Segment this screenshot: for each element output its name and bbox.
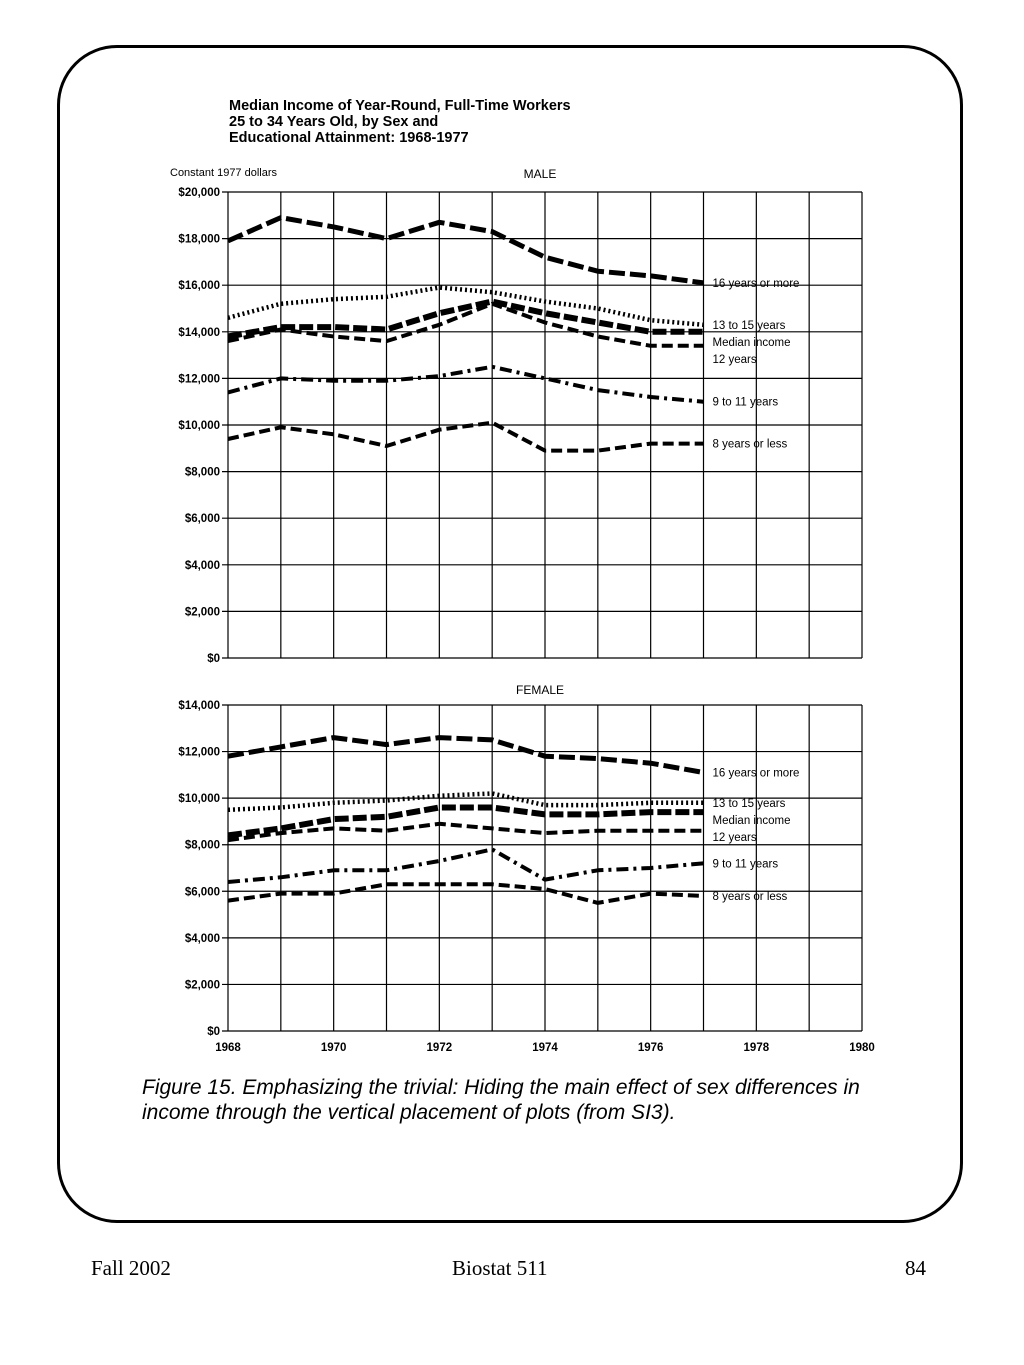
- y-tick-label: $4,000: [184, 559, 220, 572]
- panel-label: MALE: [523, 167, 557, 181]
- x-tick-label: 1978: [743, 1042, 770, 1054]
- series-label: 9 to 11 years: [712, 396, 779, 409]
- x-tick-label: 1976: [637, 1042, 664, 1054]
- chart-title-line: Median Income of Year-Round, Full-Time Workers: [229, 98, 571, 114]
- series-label: Median income: [712, 814, 791, 827]
- figure-caption: Figure 15. Emphasizing the trivial: Hiding the main effect of sex differences in income through the vertical placement of plots (from SI3).: [142, 1076, 860, 1124]
- series-label: 12 years: [712, 831, 757, 844]
- y-tick-label: $8,000: [184, 839, 220, 852]
- chart-title-line: 25 to 34 Years Old, by Sex and: [229, 114, 439, 130]
- series-label: 8 years or less: [712, 438, 788, 451]
- y-tick-label: $4,000: [184, 932, 220, 945]
- x-tick-label: 1980: [849, 1042, 875, 1054]
- footer-course: Biostat 511: [452, 1256, 548, 1280]
- footer-semester: Fall 2002: [91, 1256, 171, 1280]
- x-tick-label: 1968: [215, 1042, 241, 1054]
- y-tick-label: $2,000: [184, 606, 220, 619]
- series-label: Median income: [712, 336, 791, 349]
- y-tick-label: $12,000: [178, 746, 220, 759]
- y-tick-label: $20,000: [178, 187, 220, 199]
- x-tick-label: 1970: [320, 1042, 347, 1054]
- series-label: 16 years or more: [712, 767, 800, 780]
- series-line: [228, 218, 704, 283]
- y-tick-label: $8,000: [184, 466, 220, 479]
- x-tick-label: 1972: [426, 1042, 453, 1054]
- y-tick-label: $18,000: [178, 233, 220, 246]
- x-tick-label: 1974: [532, 1042, 558, 1054]
- y-tick-label: $14,000: [178, 700, 220, 712]
- y-tick-label: $10,000: [178, 793, 220, 806]
- series-line: [228, 849, 704, 882]
- series-label: 13 to 15 years: [712, 319, 786, 332]
- y-tick-label: $16,000: [178, 280, 220, 293]
- y-tick-label: $0: [207, 1026, 220, 1038]
- series-label: 8 years or less: [712, 890, 788, 903]
- series-label: 16 years or more: [712, 277, 800, 290]
- footer-page-number: 84: [905, 1256, 926, 1280]
- y-axis-label: Constant 1977 dollars: [170, 167, 278, 179]
- series-line: [228, 738, 704, 773]
- y-tick-label: $10,000: [178, 420, 220, 432]
- series-label: 13 to 15 years: [712, 797, 786, 810]
- series-line: [228, 824, 704, 840]
- y-tick-label: $14,000: [178, 326, 220, 339]
- y-tick-label: $6,000: [184, 513, 220, 526]
- y-tick-label: $6,000: [184, 886, 220, 899]
- series-label: 12 years: [712, 353, 757, 366]
- panel-label: FEMALE: [515, 683, 565, 697]
- series-line: [228, 884, 704, 903]
- y-tick-label: $2,000: [184, 979, 220, 992]
- series-line: [228, 367, 704, 402]
- series-label: 9 to 11 years: [712, 858, 779, 871]
- y-tick-label: $12,000: [178, 373, 220, 386]
- series-line: [228, 423, 704, 451]
- y-tick-label: $0: [207, 653, 220, 665]
- chart-title-line: Educational Attainment: 1968-1977: [229, 130, 469, 146]
